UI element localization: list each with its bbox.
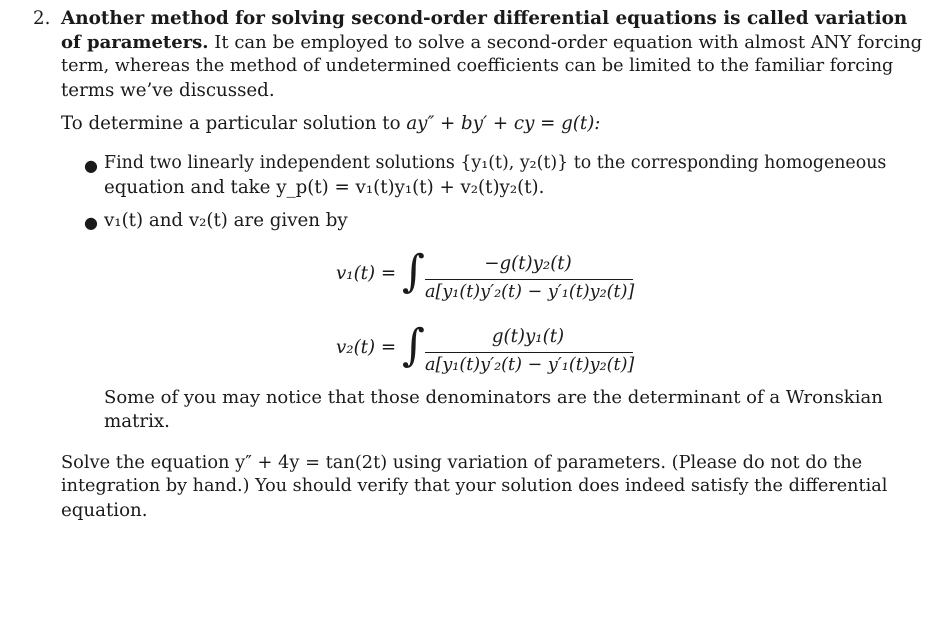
heading-line-1: Another method for solving second-order differential equations is called variation xyxy=(61,8,908,29)
determine-equation: ay″ + by′ + cy = g(t): xyxy=(406,113,601,134)
intro-line-4: terms we’ve discussed. xyxy=(61,80,275,101)
eq2-numerator: g(t)y₁(t) xyxy=(491,326,565,347)
bullet-dot-2: ● xyxy=(84,213,98,232)
bullet-1-line-1: Find two linearly independent solutions {y₁(t), y₂(t)} to the corresponding homogeneous xyxy=(104,153,887,173)
eq2-integral-sign: ∫ xyxy=(402,320,425,371)
intro-line-3: term, whereas the method of undetermined coefficients can be limited to the familiar forcing xyxy=(61,56,894,76)
intro-line-2 xyxy=(61,32,923,53)
problem-number: 2. xyxy=(33,8,51,29)
solve-line-2: integration by hand.) You should verify that your solution does indeed satisfy the differential xyxy=(61,476,888,496)
eq2-fraction-bar xyxy=(425,352,633,353)
eq1-lhs: v₁(t) = xyxy=(336,263,397,284)
bullet-2-line: v₁(t) and v₂(t) are given by xyxy=(104,210,348,231)
eq2-lhs: v₂(t) = xyxy=(336,337,397,358)
eq1-fraction-bar xyxy=(425,279,633,280)
solve-line-1: Solve the equation y″ + 4y = tan(2t) using variation of parameters. (Please do not do the xyxy=(61,452,863,473)
eq2-denominator: a[y₁(t)y′₂(t) − y′₁(t)y₂(t)] xyxy=(425,355,635,375)
bullet-1-line-2: equation and take y_p(t) = v₁(t)y₁(t) + v₂(t)y₂(t). xyxy=(104,177,545,198)
note-line-2: matrix. xyxy=(104,411,170,432)
determine-text: To determine a particular solution to xyxy=(61,113,407,134)
solve-line-3: equation. xyxy=(61,500,148,521)
determine-line xyxy=(61,113,600,134)
intro-line-2-rest: It can be employed to solve a second-order equation with almost ANY forcing xyxy=(208,32,923,53)
bullet-dot-1: ● xyxy=(84,156,98,175)
note-line-1: Some of you may notice that those denominators are the determinant of a Wronskian xyxy=(104,387,883,408)
heading-bold-tail: of parameters. xyxy=(61,32,209,53)
eq1-integral-sign: ∫ xyxy=(402,246,425,297)
eq1-denominator: a[y₁(t)y′₂(t) − y′₁(t)y₂(t)] xyxy=(425,282,635,302)
eq1-numerator: −g(t)y₂(t) xyxy=(484,253,572,274)
